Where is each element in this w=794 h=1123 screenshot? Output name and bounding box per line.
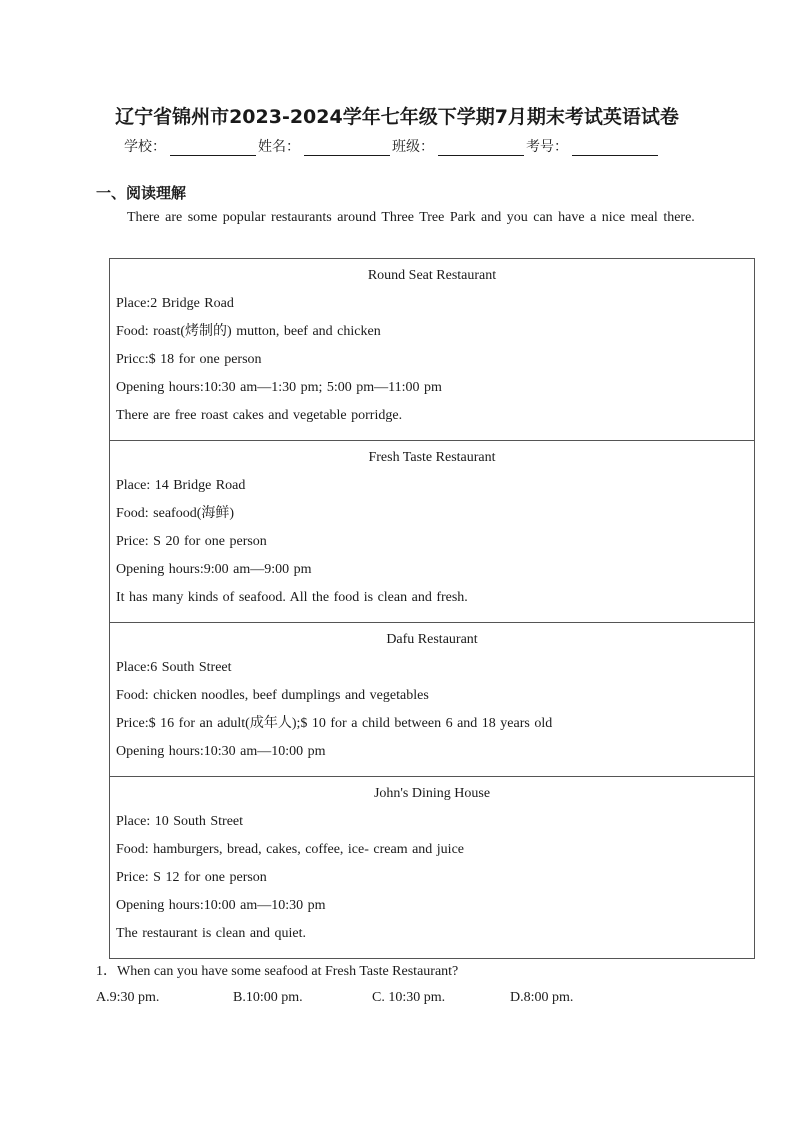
exam-number-blank[interactable]: [572, 141, 658, 156]
restaurant-place: Place:6 South Street: [116, 660, 232, 675]
question-1: 1．When can you have some seafood at Fresh Taste Restaurant?: [96, 964, 459, 979]
exam-number-label: 考号：: [526, 139, 568, 155]
restaurant-price: Price:$ 16 for an adult(成年人);$ 10 for a child between 6 and 18 years old: [116, 716, 553, 731]
option-b[interactable]: B.10:00 pm.: [233, 990, 303, 1005]
restaurant-hours: Opening hours:9:00 am—9:00 pm: [116, 562, 312, 577]
restaurant-block: [110, 259, 754, 441]
restaurant-block: [110, 777, 754, 958]
class-blank[interactable]: [438, 141, 524, 156]
restaurant-price: Pricc:$ 18 for one person: [116, 352, 262, 367]
restaurant-note: There are free roast cakes and vegetable porridge.: [116, 408, 403, 423]
reading-intro: There are some popular restaurants around Three Tree Park and you can have a nice meal there.: [127, 210, 695, 225]
restaurant-food: Food: seafood(海鲜): [116, 506, 235, 521]
school-label: 学校：: [124, 139, 166, 155]
restaurant-hours: Opening hours:10:30 am—1:30 pm; 5:00 pm—11:00 pm: [116, 380, 442, 395]
name-blank[interactable]: [304, 141, 390, 156]
option-d[interactable]: D.8:00 pm.: [510, 990, 574, 1005]
restaurant-name: John's Dining House: [373, 786, 491, 801]
restaurant-food: Food: hamburgers, bread, cakes, coffee, ice- cream and juice: [116, 842, 464, 857]
option-a[interactable]: A.9:30 pm.: [96, 990, 160, 1005]
restaurant-food: Food: roast(烤制的) mutton, beef and chicken: [116, 324, 381, 339]
restaurant-place: Place: 10 South Street: [116, 814, 244, 829]
restaurant-table: [109, 258, 755, 959]
class-label: 班级：: [392, 139, 434, 155]
restaurant-hours: Opening hours:10:00 am—10:30 pm: [116, 898, 326, 913]
restaurant-place: Place:2 Bridge Road: [116, 296, 234, 311]
school-blank[interactable]: [170, 141, 256, 156]
restaurant-price: Price: S 20 for one person: [116, 534, 267, 549]
restaurant-note: It has many kinds of seafood. All the food is clean and fresh.: [116, 590, 468, 605]
exam-title: 辽宁省锦州市2023-2024学年七年级下学期7月期末考试英语试卷: [115, 106, 679, 128]
name-label: 姓名：: [258, 139, 300, 155]
option-c[interactable]: C. 10:30 pm.: [372, 990, 446, 1005]
restaurant-block: [110, 441, 754, 623]
section-heading: 一、阅读理解: [96, 184, 187, 202]
restaurant-block: [110, 623, 754, 777]
restaurant-name: Round Seat Restaurant: [367, 268, 497, 283]
restaurant-note: The restaurant is clean and quiet.: [116, 926, 307, 941]
restaurant-place: Place: 14 Bridge Road: [116, 478, 246, 493]
student-info-line: [124, 136, 684, 156]
restaurant-food: Food: chicken noodles, beef dumplings and vegetables: [116, 688, 429, 703]
restaurant-hours: Opening hours:10:30 am—10:00 pm: [116, 744, 326, 759]
restaurant-name: Fresh Taste Restaurant: [368, 450, 496, 465]
restaurant-price: Price: S 12 for one person: [116, 870, 267, 885]
restaurant-name: Dafu Restaurant: [386, 632, 478, 647]
